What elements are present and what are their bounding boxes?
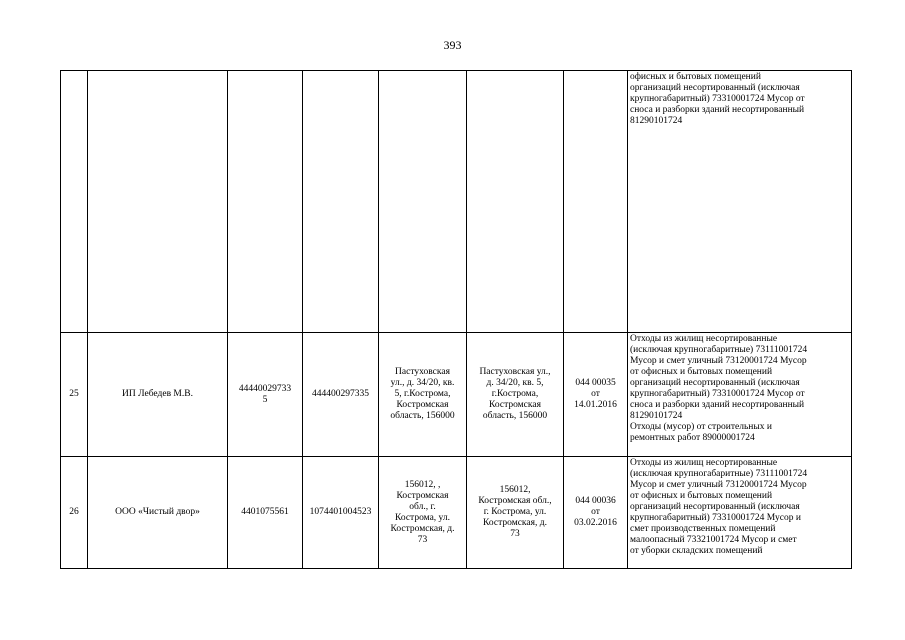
waste-line: 81290101724	[630, 116, 683, 126]
address-line: область, 156000	[390, 411, 455, 421]
cell-name: ООО «Чистый двор»	[88, 457, 228, 569]
waste-line: Отходы из жилищ несортированные	[630, 334, 778, 344]
waste-line: смет производственных помещений	[630, 524, 776, 534]
waste-line: организаций несортированный (исключая	[630, 502, 800, 512]
waste-line: крупногабаритный) 73310001724 Мусор и	[630, 513, 801, 523]
license-line: от	[591, 389, 600, 399]
waste-line: крупногабаритный) 73310001724 Мусор от	[630, 94, 805, 104]
waste-line: Мусор и смет уличный 73120001724 Мусор	[630, 480, 807, 490]
license-line: 03.02.2016	[574, 518, 617, 528]
waste-line: организаций несортированный (исключая	[630, 83, 800, 93]
address-line: 73	[417, 534, 428, 545]
cell-name	[88, 71, 228, 333]
waste-line: (исключая крупногабаритные) 73111001724	[630, 469, 808, 479]
cell-waste-types	[628, 71, 852, 333]
address-line: д. 34/20, кв. 5,	[486, 378, 544, 388]
address-line: Костромская, д.	[483, 518, 547, 528]
cell-license	[564, 457, 628, 569]
address-line: г.Кострома,	[491, 389, 539, 399]
waste-line: сноса и разборки зданий несортированный	[630, 400, 805, 410]
waste-operators-table	[60, 70, 852, 569]
waste-line: крупногабаритный) 73310001724 Мусор от	[630, 389, 805, 399]
inn-line: 44440029733	[238, 383, 292, 394]
address-line: Костромская, д.	[390, 523, 455, 534]
inn-line: 5	[262, 394, 268, 405]
waste-line: ремонтных работ 89000001724	[630, 433, 755, 443]
cell-license	[564, 71, 628, 333]
address-line: Костромская обл.,	[478, 496, 552, 506]
cell-inn	[228, 71, 303, 333]
cell-inn	[228, 333, 303, 457]
license-line: от	[591, 507, 600, 517]
cell-ogrn: 1074401004523	[303, 457, 379, 569]
waste-line: офисных и бытовых помещений	[630, 72, 761, 82]
cell-license	[564, 333, 628, 457]
cell-actual-address	[467, 457, 564, 569]
cell-inn: 4401075561	[228, 457, 303, 569]
waste-line: малоопасный 73321001724 Мусор и смет	[630, 535, 797, 545]
address-line: 73	[510, 529, 520, 539]
cell-legal-address	[379, 457, 467, 569]
address-line: 156012,	[499, 485, 531, 495]
address-line: Кострома, ул.	[394, 512, 450, 523]
cell-ogrn	[303, 71, 379, 333]
address-line: Костромская	[489, 400, 541, 410]
cell-legal-address	[379, 333, 467, 457]
address-line: Костромская	[396, 490, 449, 501]
waste-line: от офисных и бытовых помещений	[630, 491, 773, 501]
address-line: Костромская	[396, 400, 449, 410]
address-line: 156012, ,	[404, 479, 441, 490]
license-line: 14.01.2016	[574, 400, 617, 410]
cell-number: 25	[61, 333, 88, 457]
address-line: обл., г.	[409, 501, 436, 512]
cell-ogrn: 444400297335	[303, 333, 379, 457]
cell-legal-address	[379, 71, 467, 333]
table-row	[61, 333, 852, 457]
cell-waste-types	[628, 457, 852, 569]
cell-actual-address	[467, 333, 564, 457]
license-line: 044 00035	[575, 378, 616, 388]
waste-line: от офисных и бытовых помещений	[630, 367, 773, 377]
cell-number	[61, 71, 88, 333]
waste-line: организаций несортированный (исключая	[630, 378, 800, 388]
address-line: 5, г.Кострома,	[394, 389, 451, 399]
address-line: область, 156000	[482, 411, 548, 421]
cell-waste-types	[628, 333, 852, 457]
waste-line: Мусор и смет уличный 73120001724 Мусор	[630, 356, 807, 366]
waste-line: Отходы (мусор) от строительных и	[630, 422, 772, 432]
table-row-continued	[61, 71, 852, 333]
address-line: г. Кострома, ул.	[483, 507, 547, 517]
address-line: ул., д. 34/20, кв.	[390, 378, 455, 388]
waste-line: 81290101724	[630, 411, 683, 421]
waste-line: Отходы из жилищ несортированные	[630, 458, 778, 468]
table-row	[61, 457, 852, 569]
cell-name: ИП Лебедев М.В.	[88, 333, 228, 457]
address-line: Пастуховская	[395, 367, 450, 377]
waste-line: сноса и разборки зданий несортированный	[630, 105, 805, 115]
cell-actual-address	[467, 71, 564, 333]
cell-number: 26	[61, 457, 88, 569]
page-number: 393	[443, 38, 462, 52]
waste-line: (исключая крупногабаритные) 73111001724	[630, 345, 808, 355]
license-line: 044 00036	[575, 496, 616, 506]
address-line: Пастуховская ул.,	[479, 367, 551, 377]
waste-line: от уборки складских помещений	[630, 546, 763, 556]
